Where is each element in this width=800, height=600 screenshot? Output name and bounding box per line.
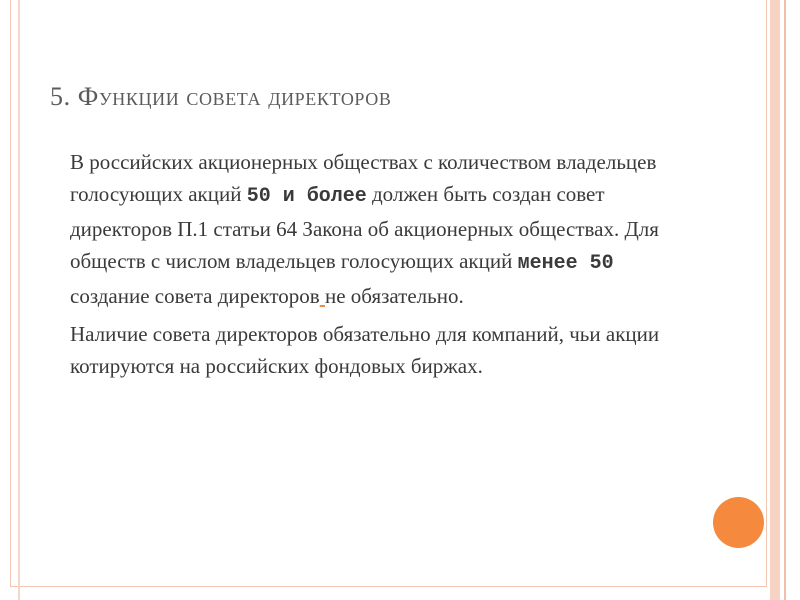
bullet-item-1 <box>48 146 688 312</box>
right-stripe-line <box>784 0 786 600</box>
accent-circle <box>713 497 764 548</box>
bullet-item-2 <box>48 318 688 382</box>
left-stripe <box>18 0 20 600</box>
bullet-1-text-part1: В российских акционерных обществах с количеством владельцев голосующих акций <box>70 150 657 206</box>
bullet-1-text-part4: не обязательно. <box>324 284 464 308</box>
bullet-1-text-part2: должен быть создан совет директоров П.1 статьи 64 Закона об акционерных обществах. Для обществ с числом владельцев голосующих акций <box>70 182 659 273</box>
right-stripe <box>770 0 780 600</box>
bullet-1-bold-term-1: 50 и более <box>246 185 367 208</box>
bullet-list <box>48 146 688 388</box>
bullet-1-text-part3: создание совета директоров <box>70 284 320 308</box>
slide-title: 5. Функции совета директоров <box>50 82 392 111</box>
bullet-2-text: Наличие совета директоров обязательно для компаний, чьи акции котируются на российских фондовых биржах. <box>70 322 660 378</box>
bullet-1-bold-term-2: менее 50 <box>517 252 614 275</box>
